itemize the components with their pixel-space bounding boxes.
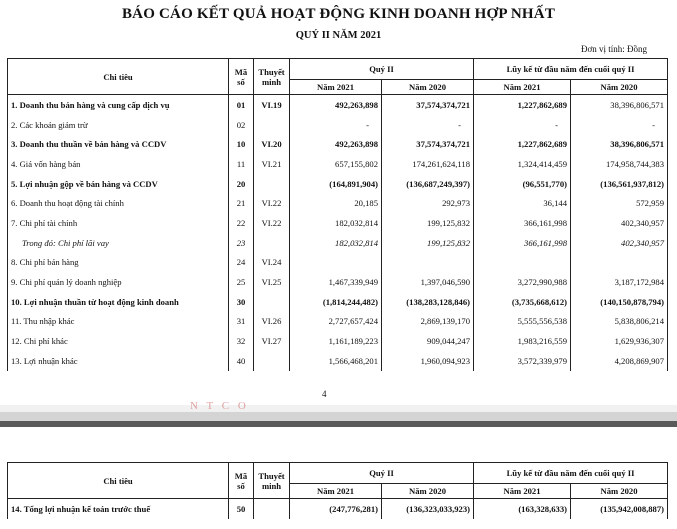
col-header-luy-ke: Lũy kế từ đầu năm đến cuối quý II	[474, 463, 668, 484]
cell-c2021: 1,227,862,689	[474, 95, 571, 115]
col-header-q2020: Năm 2020	[382, 80, 474, 95]
cell-q2020: 1,960,094,923	[382, 351, 474, 371]
col-header-c2020: Năm 2020	[571, 484, 668, 499]
cell-q2020: (138,283,128,846)	[382, 292, 474, 312]
table-row	[8, 213, 668, 233]
cell-q2021: 1,161,189,223	[290, 331, 382, 351]
row-label: 13. Lợi nhuận khác	[8, 351, 229, 371]
cell-q2021: 20,185	[290, 193, 382, 213]
row-note: VI.20	[254, 134, 290, 154]
row-label: 6. Doanh thu hoạt động tài chính	[8, 193, 229, 213]
col-header-c2021: Năm 2021	[474, 80, 571, 95]
stamp-mark: N T C O	[190, 400, 249, 412]
col-header-luy-ke: Lũy kế từ đầu năm đến cuối quý II	[474, 59, 668, 80]
cell-c2020: 4,208,869,907	[571, 351, 668, 371]
cell-q2021: 182,032,814	[290, 233, 382, 253]
cell-q2021: 492,263,898	[290, 134, 382, 154]
cell-c2020: (136,561,937,812)	[571, 174, 668, 194]
row-note	[254, 292, 290, 312]
cell-c2021: (163,328,633)	[474, 499, 571, 519]
row-label: 1. Doanh thu bán hàng và cung cấp dịch vụ	[8, 95, 229, 115]
cell-q2021: 2,727,657,424	[290, 312, 382, 332]
row-code: 21	[229, 193, 254, 213]
cell-q2021: 1,566,468,201	[290, 351, 382, 371]
row-code: 01	[229, 95, 254, 115]
cell-q2020: 199,125,832	[382, 213, 474, 233]
row-code: 10	[229, 134, 254, 154]
cell-c2020: 402,340,957	[571, 233, 668, 253]
row-label: 5. Lợi nhuận gộp về bán hàng và CCDV	[8, 174, 229, 194]
row-note: VI.21	[254, 154, 290, 174]
cell-q2021: (247,776,281)	[290, 499, 382, 519]
cell-q2021: -	[290, 115, 382, 135]
table-row	[8, 253, 668, 273]
row-label: 11. Thu nhập khác	[8, 312, 229, 332]
col-header-quy-ii: Quý II	[290, 59, 474, 80]
cell-c2020: -	[571, 115, 668, 135]
cell-c2020: 174,958,744,383	[571, 154, 668, 174]
cell-q2021: (164,891,904)	[290, 174, 382, 194]
table-header-row	[8, 59, 668, 80]
cell-q2020: 292,973	[382, 193, 474, 213]
col-header-thuyet-minh: Thuyết minh	[254, 59, 290, 95]
cell-q2020: 1,397,046,590	[382, 272, 474, 292]
row-note	[254, 174, 290, 194]
row-code: 30	[229, 292, 254, 312]
cell-c2021: 3,272,990,988	[474, 272, 571, 292]
table-row	[8, 499, 668, 519]
row-label: 7. Chi phí tài chính	[8, 213, 229, 233]
row-code: 11	[229, 154, 254, 174]
cell-c2020	[571, 253, 668, 273]
row-code: 02	[229, 115, 254, 135]
row-code: 32	[229, 331, 254, 351]
row-code: 20	[229, 174, 254, 194]
income-statement-table-continued	[7, 462, 668, 519]
currency-unit: Đơn vị tính: Đồng	[580, 44, 647, 54]
cell-c2020: 5,838,806,214	[571, 312, 668, 332]
row-note: VI.27	[254, 331, 290, 351]
row-note	[254, 233, 290, 253]
cell-q2020: -	[382, 115, 474, 135]
cell-q2020: (136,323,033,923)	[382, 499, 474, 519]
cell-q2020: 199,125,832	[382, 233, 474, 253]
cell-q2020: 909,044,247	[382, 331, 474, 351]
cell-c2021: 366,161,998	[474, 213, 571, 233]
col-header-q2021: Năm 2021	[290, 484, 382, 499]
col-header-chi-tieu: Chi tiêu	[8, 463, 229, 499]
cell-q2021: 492,263,898	[290, 95, 382, 115]
row-note: VI.26	[254, 312, 290, 332]
table-row	[8, 115, 668, 135]
cell-c2021: (96,551,770)	[474, 174, 571, 194]
table-row	[8, 174, 668, 194]
cell-q2020	[382, 253, 474, 273]
cell-c2021: 36,144	[474, 193, 571, 213]
row-label: 10. Lợi nhuận thuần từ hoạt động kinh doanh	[8, 292, 229, 312]
cell-c2020: 402,340,957	[571, 213, 668, 233]
cell-q2020: 2,869,139,170	[382, 312, 474, 332]
cell-q2020: 37,574,374,721	[382, 95, 474, 115]
row-label: 4. Giá vốn hàng bán	[8, 154, 229, 174]
row-label: 8. Chi phí bán hàng	[8, 253, 229, 273]
cell-c2021	[474, 253, 571, 273]
col-header-ma-so: Mã số	[229, 59, 254, 95]
cell-q2020: (136,687,249,397)	[382, 174, 474, 194]
row-label: 9. Chi phí quản lý doanh nghiệp	[8, 272, 229, 292]
cell-q2021: (1,814,244,482)	[290, 292, 382, 312]
cell-c2021: 366,161,998	[474, 233, 571, 253]
row-label: 14. Tổng lợi nhuận kế toán trước thuế	[8, 499, 229, 519]
table-row	[8, 95, 668, 115]
cell-c2021: 3,572,339,979	[474, 351, 571, 371]
row-note: VI.25	[254, 272, 290, 292]
col-header-thuyet-minh: Thuyết minh	[254, 463, 290, 499]
cell-q2020: 174,261,624,118	[382, 154, 474, 174]
row-code: 50	[229, 499, 254, 519]
col-header-c2021: Năm 2021	[474, 484, 571, 499]
row-code: 22	[229, 213, 254, 233]
cell-c2021: 5,555,556,538	[474, 312, 571, 332]
cell-c2020: 38,396,806,571	[571, 95, 668, 115]
row-note	[254, 499, 290, 519]
row-note: VI.22	[254, 213, 290, 233]
row-note	[254, 115, 290, 135]
col-header-c2020: Năm 2020	[571, 80, 668, 95]
row-code: 24	[229, 253, 254, 273]
cell-q2020: 37,574,374,721	[382, 134, 474, 154]
cell-c2020: (135,942,008,887)	[571, 499, 668, 519]
cell-c2020: (140,150,878,794)	[571, 292, 668, 312]
row-code: 31	[229, 312, 254, 332]
cell-q2021: 182,032,814	[290, 213, 382, 233]
page-number: 4	[322, 389, 327, 399]
col-header-quy-ii: Quý II	[290, 463, 474, 484]
row-label: 2. Các khoản giảm trừ	[8, 115, 229, 135]
row-note: VI.24	[254, 253, 290, 273]
table-row	[8, 331, 668, 351]
cell-c2021: 1,324,414,459	[474, 154, 571, 174]
col-header-q2020: Năm 2020	[382, 484, 474, 499]
col-header-ma-so: Mã số	[229, 463, 254, 499]
report-title: BÁO CÁO KẾT QUẢ HOẠT ĐỘNG KINH DOANH HỢP NHẤT	[121, 6, 556, 22]
cell-c2021: (3,735,668,612)	[474, 292, 571, 312]
cell-c2020: 572,959	[571, 193, 668, 213]
table-row	[8, 193, 668, 213]
cell-c2020: 1,629,936,307	[571, 331, 668, 351]
row-label: 12. Chi phí khác	[8, 331, 229, 351]
cell-c2021: -	[474, 115, 571, 135]
row-note	[254, 351, 290, 371]
table-row	[8, 272, 668, 292]
row-note: VI.22	[254, 193, 290, 213]
cell-q2021	[290, 253, 382, 273]
row-code: 40	[229, 351, 254, 371]
table-row	[8, 154, 668, 174]
col-header-q2021: Năm 2021	[290, 80, 382, 95]
cell-c2020: 38,396,806,571	[571, 134, 668, 154]
income-statement-table	[7, 58, 668, 371]
col-header-chi-tieu: Chi tiêu	[8, 59, 229, 95]
table-row	[8, 292, 668, 312]
table-row	[8, 233, 668, 253]
cell-q2021: 657,155,802	[290, 154, 382, 174]
table-row	[8, 312, 668, 332]
row-label: 3. Doanh thu thuần về bán hàng và CCDV	[8, 134, 229, 154]
table-header-row	[8, 463, 668, 484]
table-row	[8, 351, 668, 371]
report-subtitle: QUÝ II NĂM 2021	[295, 30, 382, 41]
row-code: 25	[229, 272, 254, 292]
cell-c2021: 1,983,216,559	[474, 331, 571, 351]
row-note: VI.19	[254, 95, 290, 115]
cell-c2021: 1,227,862,689	[474, 134, 571, 154]
row-code: 23	[229, 233, 254, 253]
cell-q2021: 1,467,339,949	[290, 272, 382, 292]
table-row	[8, 134, 668, 154]
row-label: Trong đó: Chi phí lãi vay	[8, 233, 229, 253]
cell-c2020: 3,187,172,984	[571, 272, 668, 292]
